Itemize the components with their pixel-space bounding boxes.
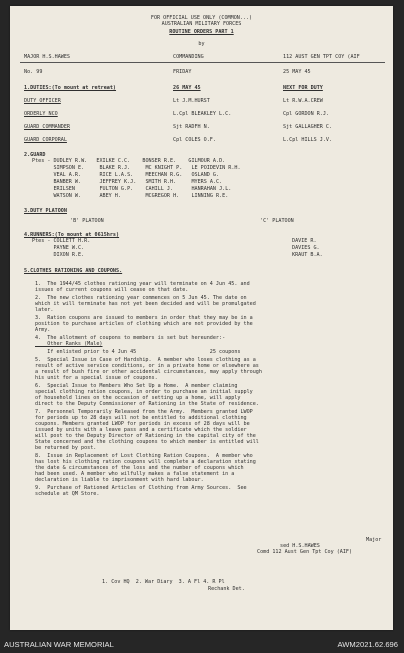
- body-line: special clothing ration coupons, in order to purchase an initial supply: [35, 389, 253, 395]
- body-line: issued by units with a leave pass and a certificate which the soldier: [35, 427, 247, 433]
- guard-row: Ptes - DUDLEY R.W. EXILKE C.C. BONSER R.E. GILMOUR A.D.: [32, 158, 226, 164]
- runner-left: DIXON R.E.: [32, 252, 85, 258]
- duties-next-heading: NEXT FOR DUTY: [283, 85, 323, 91]
- duty-next: Sjt GALLAGHER C.: [283, 124, 333, 130]
- body-line: position to purchase articles of clothing which are not provided by the: [35, 321, 253, 327]
- runners-heading: 4.RUNNERS:(To mount at 0615hrs): [24, 232, 120, 238]
- duty-label: GUARD COMMANDER: [24, 124, 71, 130]
- guard-row: BANBER W. JEFFREY K.J. SMITH R.H. MYERS A.C.: [32, 179, 223, 185]
- body-line: 5. Special Issue in Case of Hardship. A member who loses clothing as a: [35, 357, 256, 363]
- guard-row: VEAL A.R. RICE L.A.S. MEECHAN R.G. OSLAND G.: [32, 172, 220, 178]
- platoon-c: 'C' PLATOON: [260, 218, 294, 224]
- platoon-b: 'B' PLATOON: [70, 218, 104, 224]
- duty-next: Cpl GORDON R.J.: [283, 111, 330, 117]
- distribution-line: 1. Cov HQ 2. War Diary 3. A Fl 4. R Pl: [102, 579, 225, 585]
- body-line: which it will terminate has not yet been decided and will be promulgated: [35, 301, 256, 307]
- body-line: State concerned and the clothing coupons to which member is entitled will: [35, 439, 259, 445]
- doc-top-line: FOR OFFICIAL USE ONLY (COMMON...): [150, 15, 253, 21]
- body-line: has lost his clothing ration coupons will complete a declaration stating: [35, 459, 256, 465]
- duty-label: DUTY OFFICER: [24, 98, 61, 104]
- header-commanding: COMMANDING: [173, 54, 204, 60]
- body-line: a result of bush fire or other accidental circumstances, may apply through: [35, 369, 262, 375]
- body-line: issues of current coupons will cease on that date.: [35, 287, 189, 293]
- signature-rank: Major: [366, 537, 382, 543]
- header-rule: [20, 62, 385, 63]
- body-line: of household lines on the occasion of setting up a home, will apply: [35, 395, 241, 401]
- runner-left: PAYNE W.C.: [32, 245, 85, 251]
- footer-bar: [0, 632, 404, 653]
- body-line: If enlisted prior to 4 Jun 45 25 coupons: [35, 349, 241, 355]
- guard-row: ERILSEN FULTON G.P. CAHILL J. HANRAHAN J.L.: [32, 186, 232, 192]
- order-number: No. 99: [24, 69, 43, 75]
- footer-accession: AWM2021.62.696: [337, 640, 398, 649]
- body-line: the date & circumstances of the loss and the number of coupons which: [35, 465, 244, 471]
- runner-right: DAVIE R.: [292, 238, 317, 244]
- body-line: 1. The 1944/45 clothes rationing year will terminate on 4 Jun 45. and: [35, 281, 250, 287]
- body-line: 6. Special Issue to Members Who Set Up a Home. A member claiming: [35, 383, 238, 389]
- duty-platoon-heading: 3.DUTY PLATOON: [24, 208, 67, 214]
- body-line: 3. Ration coupons are issued to members in order that they may be in a: [35, 315, 253, 321]
- body-line: Other Ranks (Male): [35, 341, 103, 347]
- body-line: 9. Purchase of Rationed Articles of Clothing from Army Sources. See: [35, 485, 247, 491]
- body-line: declaration is liable to imprisonment with hard labour.: [35, 477, 204, 483]
- signature-name: sed H.S.HAWES: [280, 543, 320, 549]
- guard-row: WATSON W. ABEY H. MCGREGOR H. LINNING R.E.: [32, 193, 229, 199]
- body-line: coupons. Members granted LWOP for periods in excess of 28 days will be: [35, 421, 250, 427]
- duty-person: Cpl COLES O.F.: [173, 137, 216, 143]
- body-line: 8. Issue in Replacement of Lost Clothing Ration Coupons. A member who: [35, 453, 253, 459]
- body-line: 7. Personnel Temporarily Released from the Army. Members granted LWOP: [35, 409, 253, 415]
- body-line: 4. The allotment of coupons to members is set but hereunder:-: [35, 335, 226, 341]
- doc-by: by: [198, 41, 205, 47]
- document-page: [10, 6, 393, 630]
- duties-date: 26 MAY 45: [173, 85, 201, 91]
- duty-next: L.Cpl HILLS J.V.: [283, 137, 333, 143]
- duty-label: GUARD CORPORAL: [24, 137, 67, 143]
- body-line: Army.: [35, 327, 51, 333]
- footer-source: AUSTRALIAN WAR MEMORIAL: [4, 640, 114, 649]
- body-line: had been used. A member who wilfully makes a false statement in a: [35, 471, 235, 477]
- duty-person: Lt J.M.HURST: [173, 98, 210, 104]
- signature-unit: Comd 112 Aust Gen Tpt Coy (AIF): [257, 549, 353, 555]
- doc-unit-line: AUSTRALIAN MILITARY FORCES: [161, 21, 242, 27]
- order-date: 25 MAY 45: [283, 69, 311, 75]
- duty-person: Sjt RADFH N.: [173, 124, 210, 130]
- body-line: for periods up to 28 days will not be entitled to additional clothing: [35, 415, 247, 421]
- distribution-line: Rechank Det.: [208, 586, 245, 592]
- runner-left: Ptes - COLLETT H.R.: [32, 238, 91, 244]
- duty-label: ORDERLY NCO: [24, 111, 58, 117]
- body-line: 2. The new clothes rationing year commences on 5 Jun 45. The date on: [35, 295, 247, 301]
- guard-heading: 2.GUARD: [24, 152, 46, 158]
- clothes-heading: 5.CLOTHES RATIONING AND COUPONS.: [24, 268, 123, 274]
- body-line: later.: [35, 307, 54, 313]
- body-line: direct to the Deputy Commissioner of Rationing in the State of residence.: [35, 401, 259, 407]
- guard-row: SIMPSON E. BLAKE R.J. MC KNIGHT P. LE POIDEVIN R.H.: [32, 165, 241, 171]
- duties-heading: 1.DUTIES:(To mount at retreat): [24, 85, 117, 91]
- runner-right: DAVIES G.: [292, 245, 320, 251]
- order-day: FRIDAY: [173, 69, 192, 75]
- body-line: schedule at QM Store.: [35, 491, 100, 497]
- body-line: be returned by post.: [35, 445, 97, 451]
- header-name: MAJOR H.S.HAWES: [24, 54, 71, 60]
- header-unit: 112 AUST GEN TPT COY (AIF: [283, 54, 360, 60]
- body-line: result of active service conditions, or in a private home or elsewhere as: [35, 363, 259, 369]
- duty-next: Lt R.W.A.CREW: [283, 98, 323, 104]
- body-line: his unit for a special issue of coupons.: [35, 375, 158, 381]
- body-line: will post to the Deputy Director of Rationing in the capital city of the: [35, 433, 256, 439]
- runner-right: KRAUT B.A.: [292, 252, 323, 258]
- doc-title: ROUTINE ORDERS PART 1: [169, 29, 234, 35]
- duty-person: L.Cpl BLEAKLEY L.C.: [173, 111, 232, 117]
